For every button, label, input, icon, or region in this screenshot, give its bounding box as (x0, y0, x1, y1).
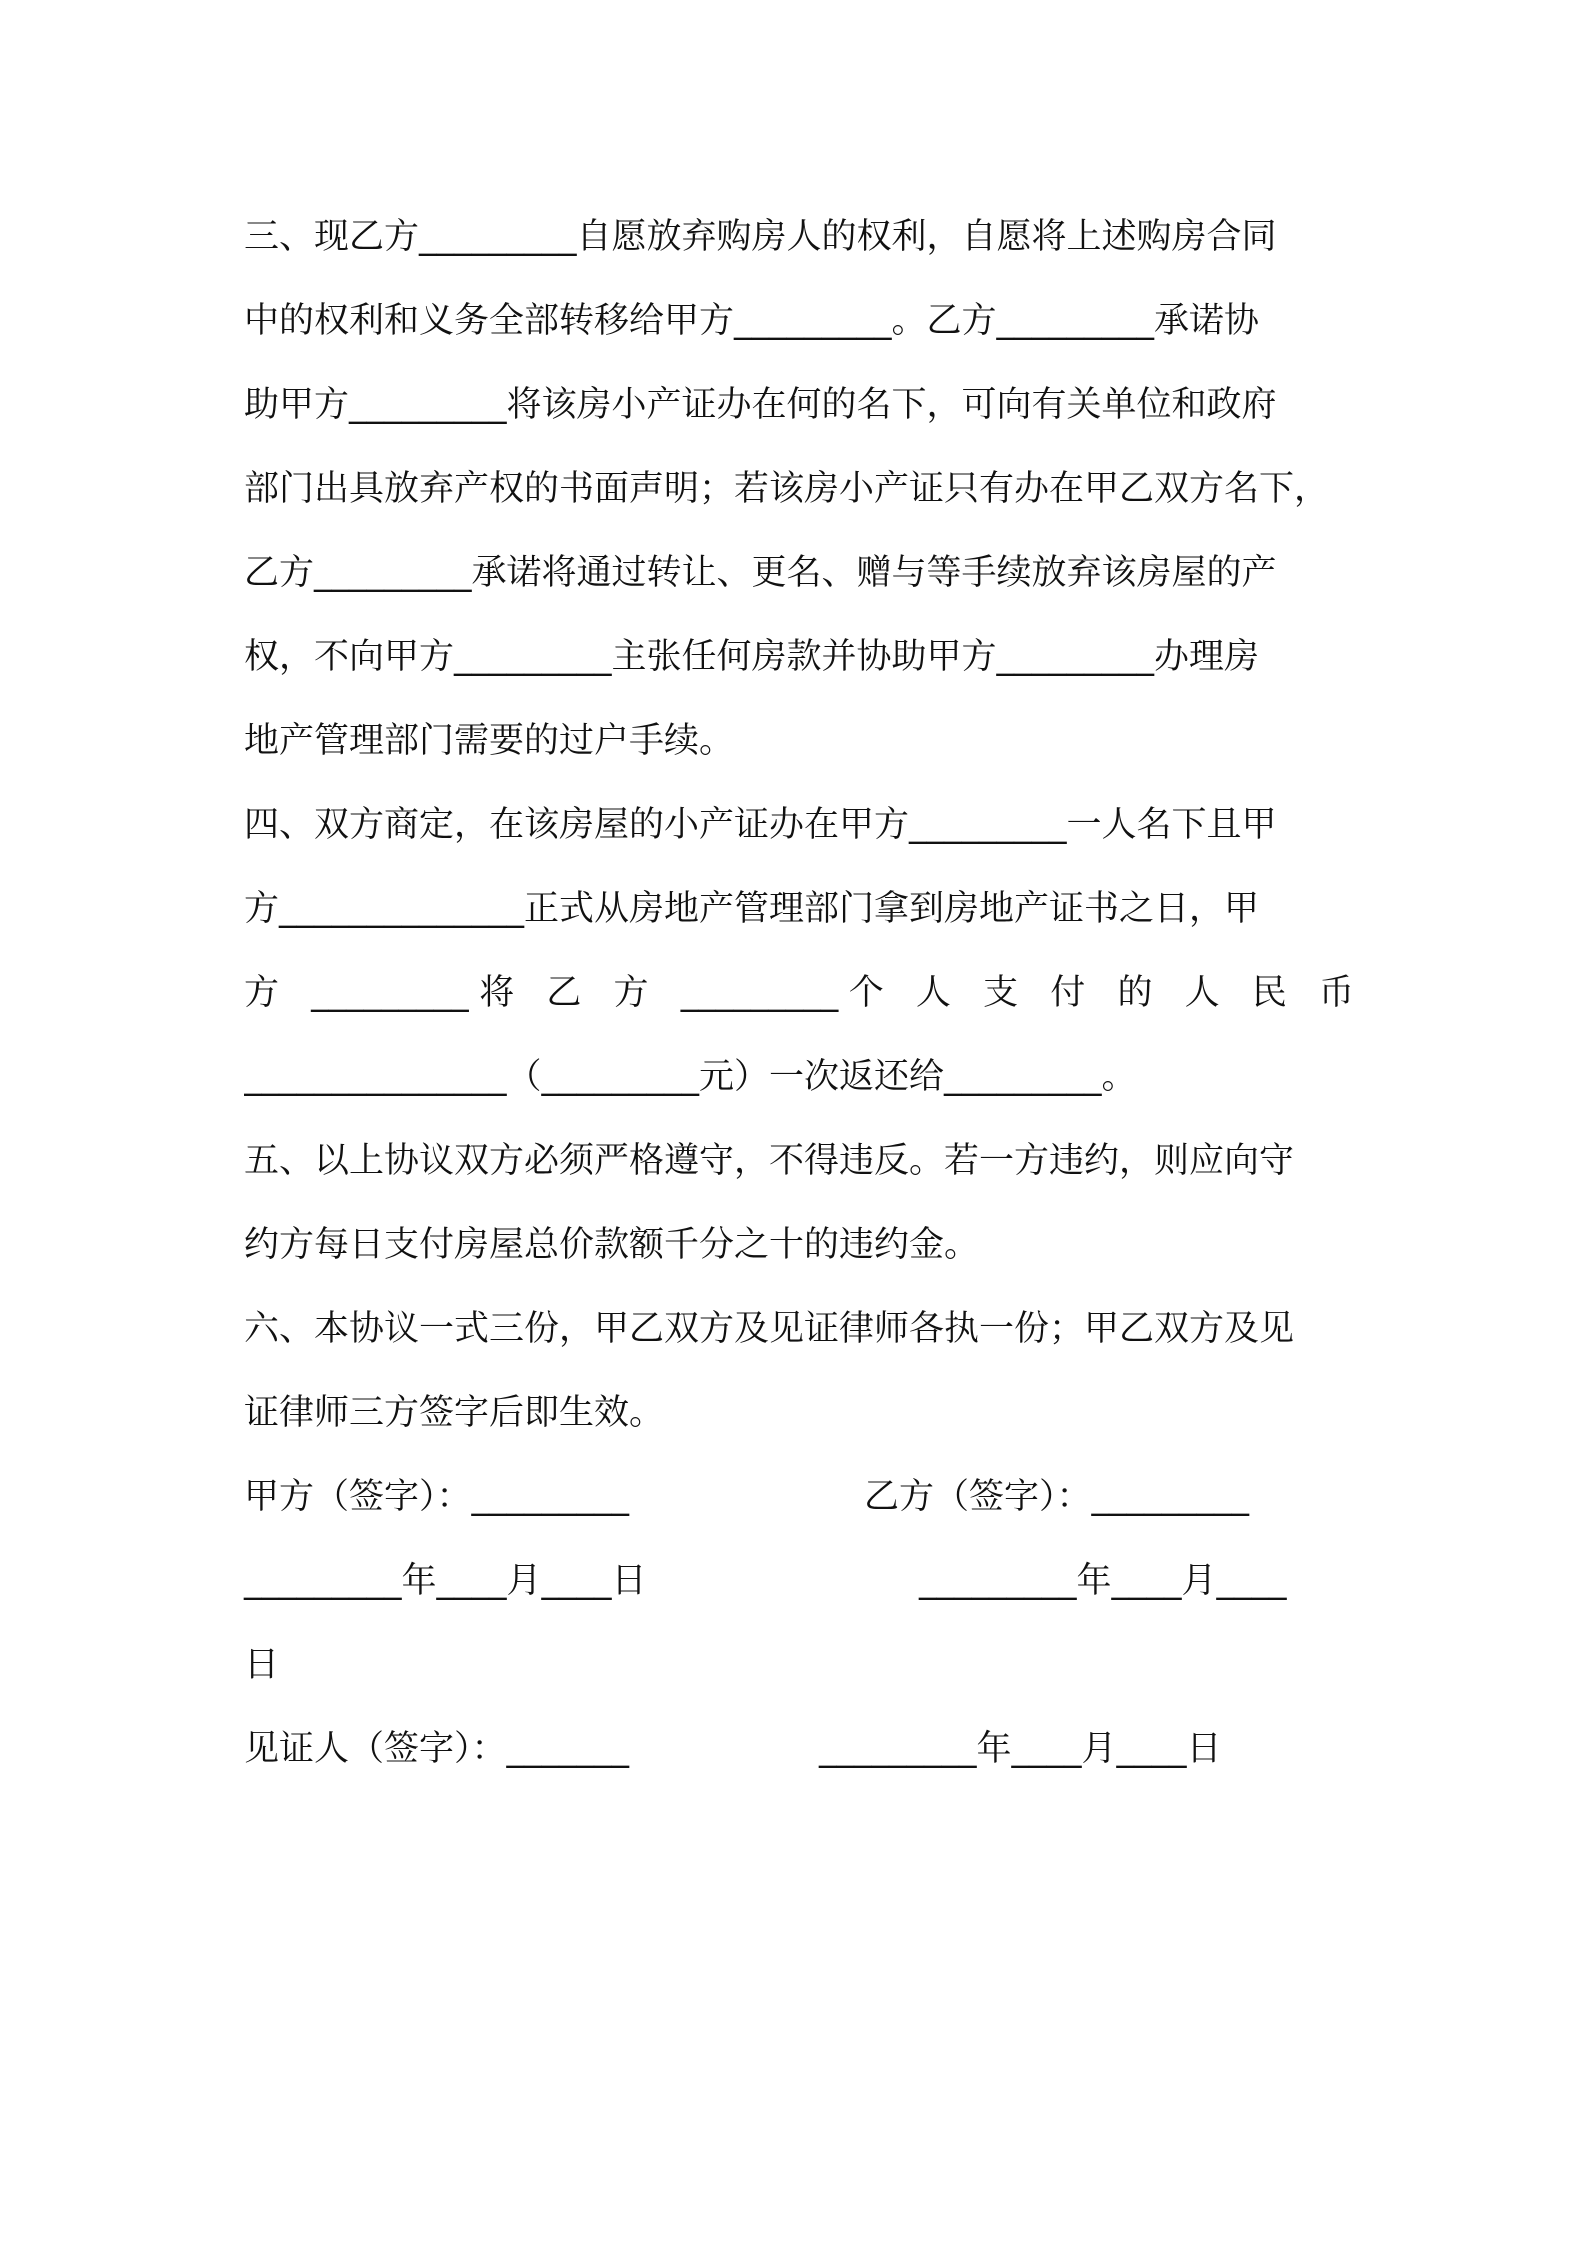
signature-block (244, 1455, 1354, 1791)
section-3-line-2: 中的权利和义务全部转移给甲方_________。乙方_________承诺协 (244, 301, 1260, 341)
section-3-line-3: 助甲方_________将该房小产证办在何的名下，可向有关单位和政府 (244, 385, 1277, 425)
party-b-date: _________年____月____ (919, 1561, 1287, 1601)
signature-row-parties (244, 1455, 1354, 1539)
witness-signature: 见证人（签字）：_______ (244, 1729, 630, 1769)
party-b-date-day: 日 (244, 1645, 280, 1685)
section-4-line-1: 四、双方商定，在该房屋的小产证办在甲方_________一人名下且甲 (244, 805, 1277, 845)
section-3-line-1: 三、现乙方_________自愿放弃购房人的权利，自愿将上述购房合同 (244, 217, 1277, 257)
section-6-line-2: 证律师三方签字后即生效。 (244, 1393, 665, 1433)
party-a-date: _________年____月____日 (244, 1561, 647, 1601)
section-3-line-6: 权，不向甲方_________主张任何房款并协助甲方_________办理房 (244, 637, 1260, 677)
section-3-line-4: 部门出具放弃产权的书面声明；若该房小产证只有办在甲乙双方名下， (244, 469, 1330, 509)
section-4-paragraph (244, 783, 1354, 1119)
section-3-paragraph (244, 195, 1354, 783)
section-3-line-5: 乙方_________承诺将通过转让、更名、赠与等手续放弃该房屋的产 (244, 553, 1277, 593)
section-4-line-3: 方 _________将 乙 方 _________个 人 支 付 的 人 民 币 (244, 973, 1354, 1013)
party-b-signature: 乙方（签字）：_________ (864, 1477, 1250, 1517)
section-4-line-2: 方______________正式从房地产管理部门拿到房地产证书之日，甲 (244, 889, 1260, 929)
signature-row-witness (244, 1707, 1354, 1791)
section-6-paragraph (244, 1287, 1354, 1455)
party-a-signature: 甲方（签字）：_________ (244, 1477, 630, 1517)
section-5-paragraph (244, 1119, 1354, 1287)
document-body (244, 195, 1354, 1791)
section-3-line-7: 地产管理部门需要的过户手续。 (244, 721, 735, 761)
signature-row-date-day (244, 1623, 1354, 1707)
witness-date: _________年____月____日 (819, 1729, 1222, 1769)
section-5-line-2: 约方每日支付房屋总价款额千分之十的违约金。 (244, 1225, 980, 1265)
section-6-line-1: 六、本协议一式三份，甲乙双方及见证律师各执一份；甲乙双方及见 (244, 1309, 1295, 1349)
section-5-line-1: 五、以上协议双方必须严格遵守，不得违反。若一方违约，则应向守 (244, 1141, 1295, 1181)
signature-row-dates (244, 1539, 1354, 1623)
section-4-line-4: _______________（_________元）一次返还给_________。 (244, 1057, 1137, 1097)
